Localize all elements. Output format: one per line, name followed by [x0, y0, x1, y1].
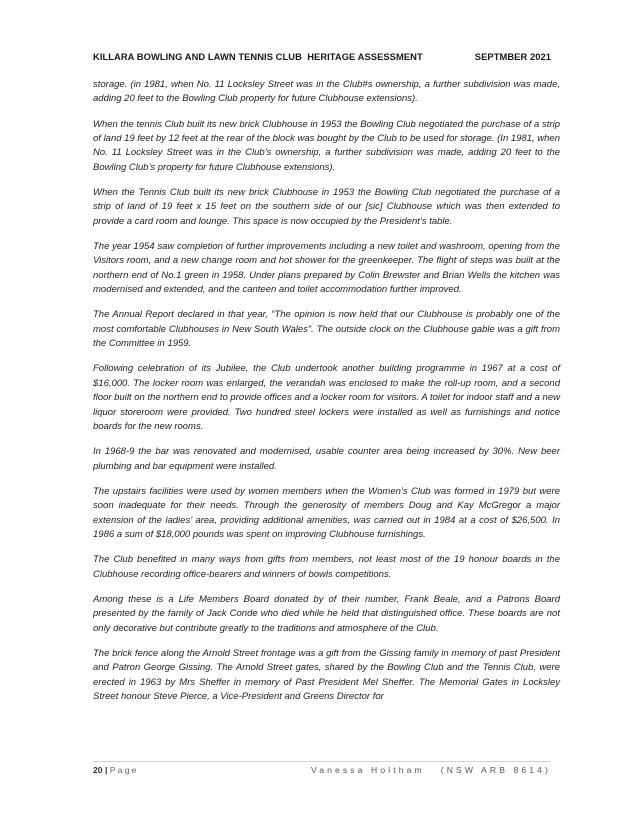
- paragraph: storage. (in 1981, when No. 11 Locksley Street was in the Club#s ownership, a further subdivision was made, adding 20 feet to the Bowling Club property for future Clubhouse extensions).: [93, 79, 560, 105]
- paragraph: The upstairs facilities were used by women members when the Women’s Club was formed in 1979 but were soon inadequate for their needs. Through the generosity of members Doug and Kay McGregor a major extension of the ladies’ area, providing additional amenities, was carried out in 1984 at a cost of $26,500. In 1986 a sum of $18,000 pounds was spent on improving Clubhouse furnishings.: [93, 485, 560, 541]
- registration-number: (NSW ARB 8614): [440, 765, 551, 775]
- paragraph: The year 1954 saw completion of further improvements including a new toilet and washroom, opening from the Visitors room, and a new change room and hot shower for the greenkeeper. The flight of steps was built at the northern end of No.1 green in 1958. Under plans prepared by Colin Brewster and Brian Wells the kitchen was modernised and extended, and the canteen and toilet accommodation further improved.: [93, 241, 560, 296]
- paragraph: The brick fence along the Arnold Street frontage was a gift from the Gissing family in memory of past President and Patron George Gissing. The Arnold Street gates, shared by the Bowling Club and the Tennis Club, were erected in 1963 by Mrs Sheffer in memory of Past President Mel Sheffer. The Memorial Gates in Locksley Street honour Steve Pierce, a Vice-President and Greens Director for: [93, 647, 560, 703]
- page-indicator: [93, 765, 139, 775]
- paragraph: Following celebration of its Jubilee, the Club undertook another building programme in 1967 at a cost of $16,000. The locker room was enlarged, the verandah was enclosed to make the roll-up room, and a second floor built on the northern end to provide offices and a locker room for visitors. A toilet for indoor staff and a new liquor storeroom were provided. Two hundred steel lockers were installed as well as furnishings and notice boards for the new rooms.: [93, 363, 560, 433]
- paragraph: In 1968-9 the bar was renovated and modernised, usable counter area being increased by 30%. New beer plumbing and bar equipment were installed.: [93, 446, 560, 472]
- page-word: Page: [109, 765, 139, 775]
- footer-credit: [311, 765, 551, 775]
- page-number: 20: [93, 765, 103, 775]
- body-text: [93, 78, 560, 715]
- author-name: Vanessa Holtham: [311, 765, 425, 775]
- header-title: KILLARA BOWLING AND LAWN TENNIS CLUB HERITAGE ASSESSMENT: [93, 51, 423, 62]
- paragraph: The Club benefited in many ways from gifts from members, not least most of the 19 honour boards in the Clubhouse recording office-bearers and winners of bowls competitions.: [93, 554, 560, 580]
- paragraph: Among these is a Life Members Board donated by of their number, Frank Beale, and a Patrons Board presented by the family of Jack Conde who died while he held that distinguished office. These boards are not only decorative but contribute greatly to the traditions and atmosphere of the Club.: [93, 593, 560, 634]
- paragraph: When the tennis Club built its new brick Clubhouse in 1953 the Bowling Club negotiated the purchase of a strip of land 19 feet by 12 feet at the rear of the block was bought by the Club to be used for storage. (In 1981, when No. 11 Locksley Street was in the Club’s ownership, a further subdivision was made, adding 20 feet to the Bowling Club’s property for future Clubhouse extensions).: [93, 118, 560, 173]
- header-date: SEPTMBER 2021: [474, 51, 551, 62]
- page-footer: [93, 761, 551, 775]
- paragraph: The Annual Report declared in that year, “The opinion is now held that our Clubhouse is probably one of the most comfortable Clubhouses in New South Wales”. The outside clock on the Clubhouse gable was a gift from the Committee in 1959.: [93, 309, 560, 350]
- paragraph: When the Tennis Club built its new brick Clubhouse in 1953 the Bowling Club negotiated the purchase of a strip of land of 19 feet x 15 feet on the southern side of our [sic] Clubhouse which was then extended to provide a card room and lounge. This space is now occupied by the President’s table.: [93, 187, 560, 227]
- page-separator: |: [102, 765, 110, 775]
- page-header: [93, 51, 551, 62]
